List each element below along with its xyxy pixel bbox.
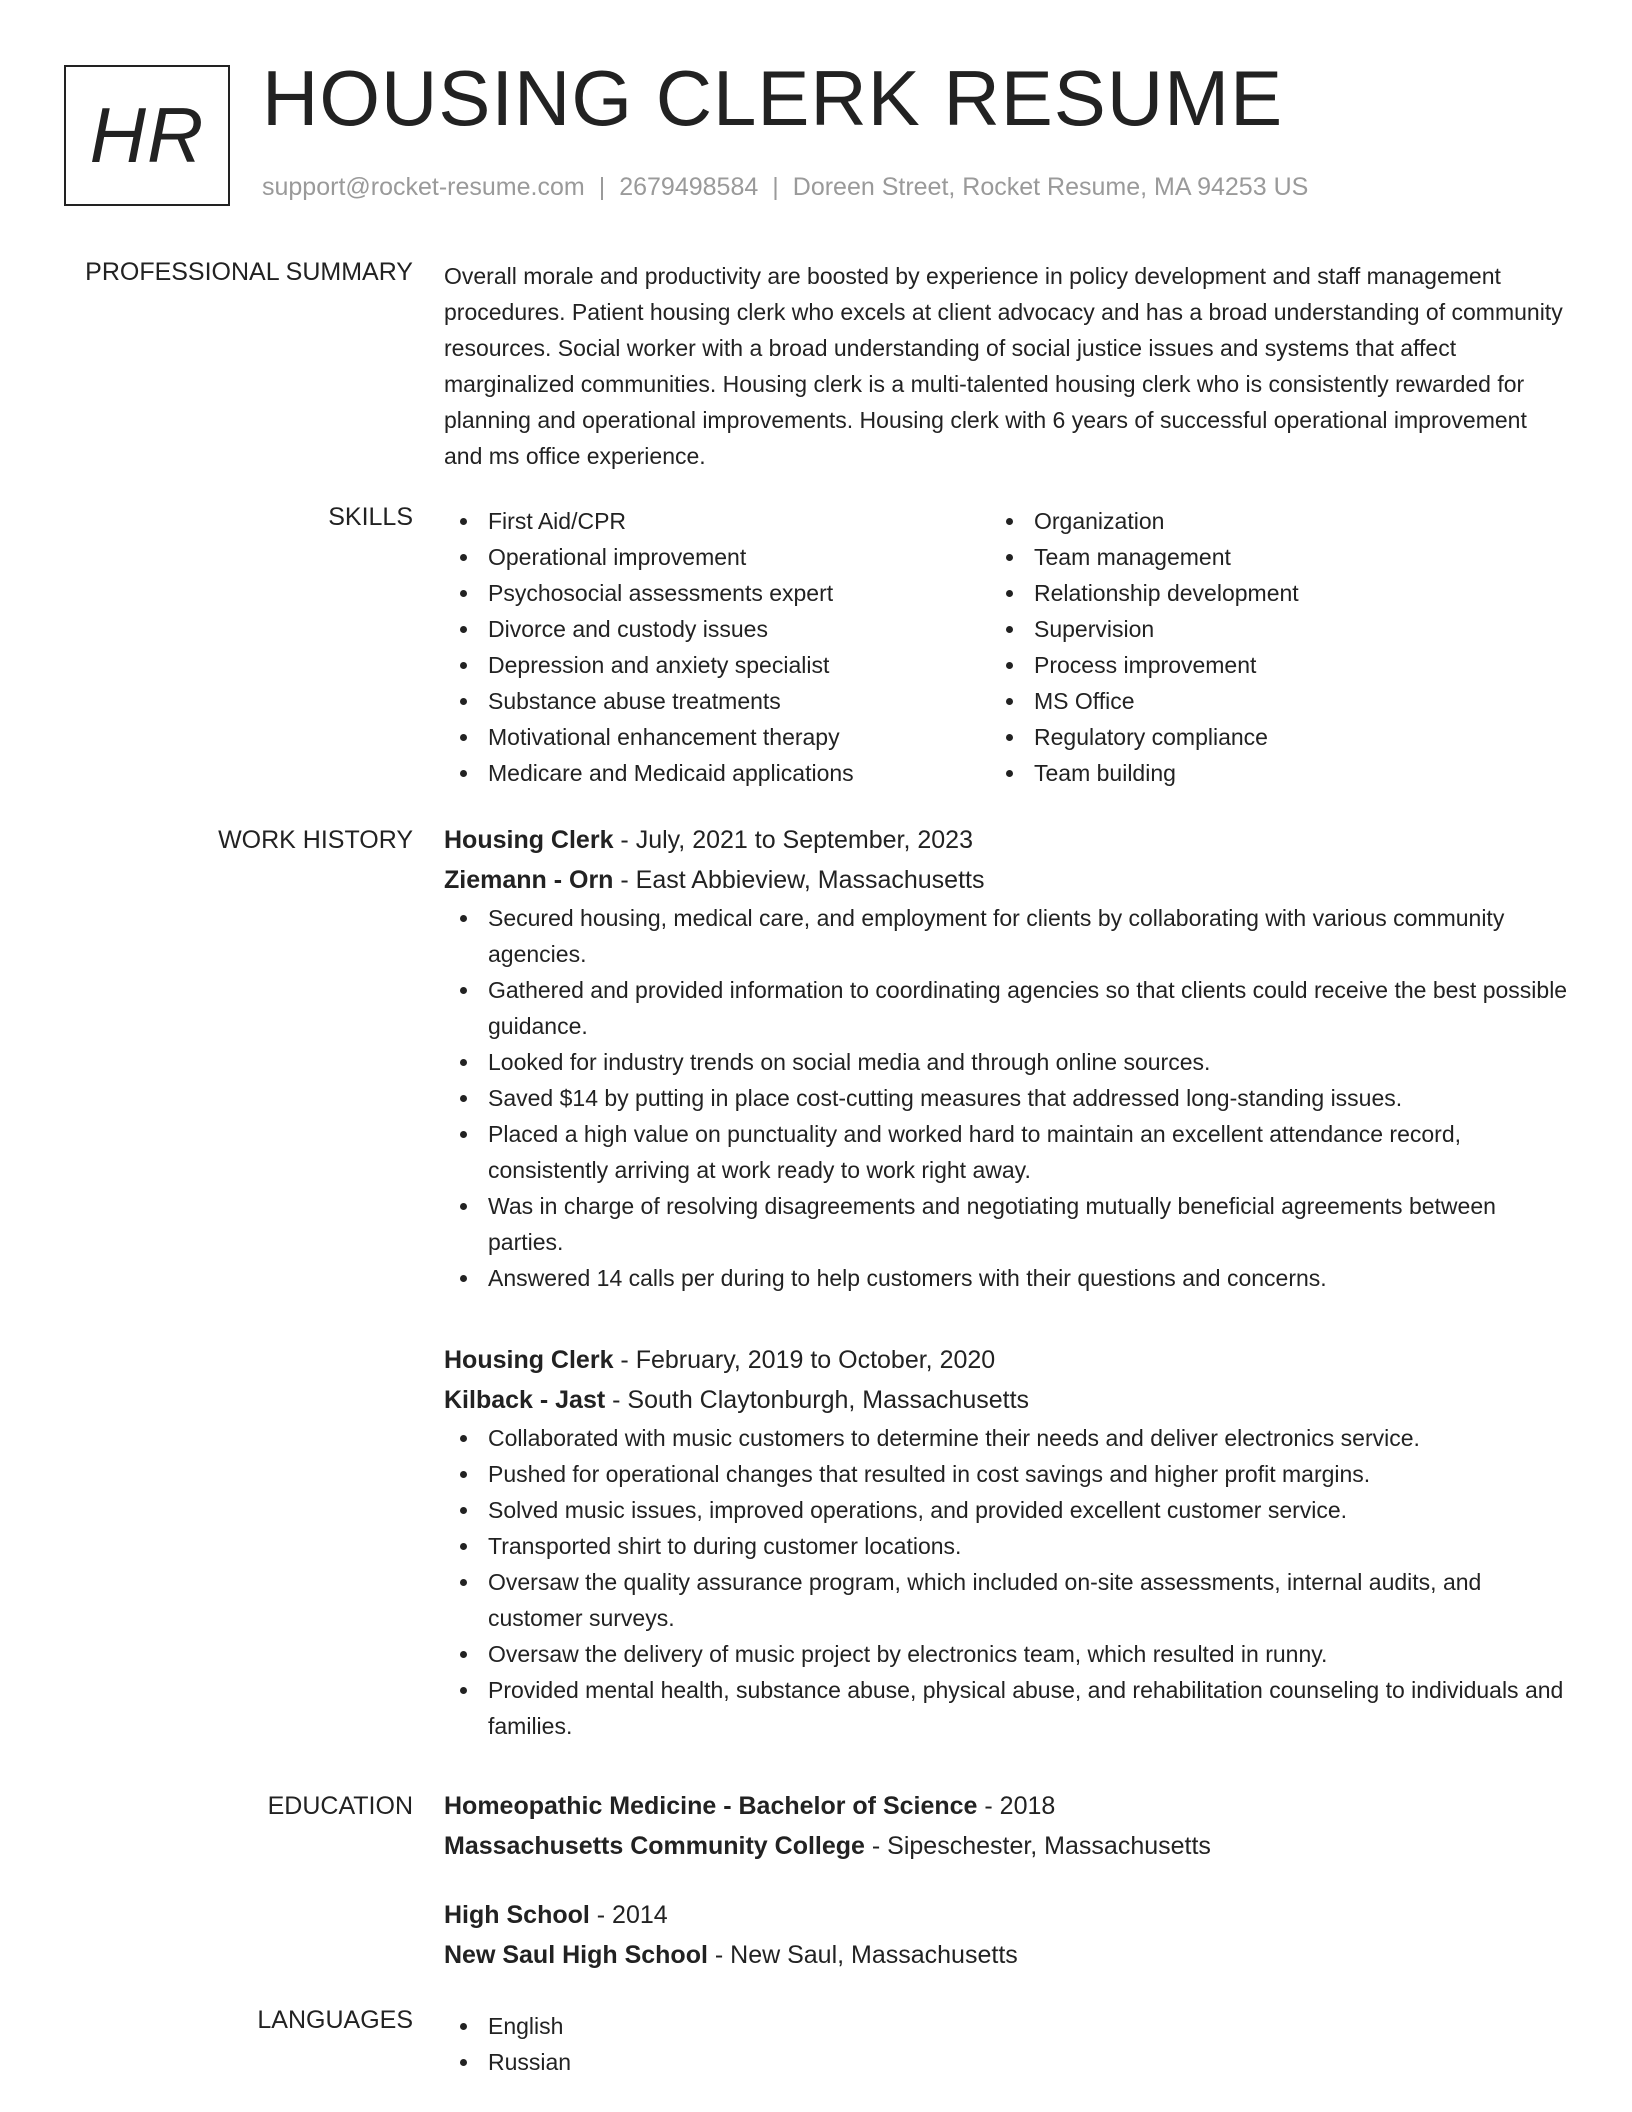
job-company-line [444,860,1574,900]
job-dates: - July, 2021 to September, 2023 [613,826,973,854]
job-company-line [444,1380,1574,1420]
job-duty: Solved music issues, improved operations, and provided excellent customer service. [444,1492,1574,1528]
education-school: Massachusetts Community College [444,1832,865,1860]
education-year: - 2014 [589,1901,668,1929]
education-entry [444,1786,1574,1866]
education-location: - New Saul, Massachusetts [707,1941,1018,1969]
section-label-languages: LANGUAGES [257,2006,413,2034]
monogram-logo: HR [64,65,230,206]
language-item: English [444,2008,571,2044]
job-company: Kilback - Jast [444,1386,606,1414]
skill-item: Organization [990,503,1530,539]
contact-phone[interactable]: 2679498584 [619,173,759,201]
job-location: - South Claytonburgh, Massachusetts [605,1386,1030,1414]
job-duty: Answered 14 calls per during to help customers with their questions and concerns. [444,1260,1574,1296]
skill-item: Motivational enhancement therapy [444,719,984,755]
page-title: HOUSING CLERK RESUME [262,54,1284,142]
contact-separator: | [598,173,606,201]
job-duty: Oversaw the quality assurance program, which included on-site assessments, internal audits, and customer surveys. [444,1564,1574,1636]
education-location: - Sipeschester, Massachusetts [864,1832,1211,1860]
job-title-line [444,1340,1574,1380]
section-label-work-history: WORK HISTORY [218,826,413,854]
skill-item: Divorce and custody issues [444,611,984,647]
job-duty: Oversaw the delivery of music project by electronics team, which resulted in runny. [444,1636,1574,1672]
section-label-education: EDUCATION [267,1792,413,1820]
education-entry [444,1895,1574,1975]
section-label-summary: PROFESSIONAL SUMMARY [85,258,413,286]
job-company: Ziemann - Orn [444,866,614,894]
job-title: Housing Clerk [444,1346,614,1374]
job-duty: Provided mental health, substance abuse, physical abuse, and rehabilitation counseling to individuals and families. [444,1672,1574,1744]
section-label-skills: SKILLS [328,503,413,531]
education-degree: High School [444,1901,590,1929]
skill-item: First Aid/CPR [444,503,984,539]
job-duties-list [444,1420,1574,1744]
job-dates: - February, 2019 to October, 2020 [613,1346,996,1374]
skill-item: Substance abuse treatments [444,683,984,719]
job-duty: Gathered and provided information to coordinating agencies so that clients could receive the best possible guidance. [444,972,1574,1044]
skill-item: Depression and anxiety specialist [444,647,984,683]
education-school-line [444,1826,1574,1866]
job-duty: Collaborated with music customers to determine their needs and deliver electronics service. [444,1420,1574,1456]
job-duty: Secured housing, medical care, and employment for clients by collaborating with various community agencies. [444,900,1574,972]
job-entry [444,820,1574,1296]
education-school: New Saul High School [444,1941,708,1969]
education-degree: Homeopathic Medicine - Bachelor of Science [444,1792,978,1820]
job-entry [444,1340,1574,1744]
job-duty: Transported shirt to during customer locations. [444,1528,1574,1564]
languages-list [444,2008,571,2080]
skill-item: Team management [990,539,1530,575]
skill-item: Medicare and Medicaid applications [444,755,984,791]
job-title-line [444,820,1574,860]
contact-separator: | [772,173,779,201]
language-item: Russian [444,2044,571,2080]
skill-item: Psychosocial assessments expert [444,575,984,611]
job-duty: Placed a high value on punctuality and worked hard to maintain an excellent attendance record, consistently arriving at work ready to work right away. [444,1116,1574,1188]
job-duties-list [444,900,1574,1296]
contact-address: Doreen Street, Rocket Resume, MA 94253 US [792,173,1309,201]
skills-list-left [444,503,984,791]
education-degree-line [444,1786,1574,1826]
education-degree-line [444,1895,1574,1935]
job-title: Housing Clerk [444,826,614,854]
skill-item: Regulatory compliance [990,719,1530,755]
job-duty: Pushed for operational changes that resulted in cost savings and higher profit margins. [444,1456,1574,1492]
skills-list-right [990,503,1530,791]
education-school-line [444,1935,1574,1975]
job-duty: Looked for industry trends on social media and through online sources. [444,1044,1574,1080]
summary-text: Overall morale and productivity are boosted by experience in policy development and staff management procedures. Patient housing clerk who excels at client advocacy and has a broad understanding of community resources. Social worker with a broad understanding of social justice issues and systems that affect marginalized communities. Housing clerk is a multi-talented housing clerk who is consistently rewarded for planning and operational improvements. Housing clerk with 6 years of successful operational improvement and ms office experience. [444,263,1563,469]
skill-item: Process improvement [990,647,1530,683]
contact-line [262,173,1308,202]
skill-item: Team building [990,755,1530,791]
skill-item: Relationship development [990,575,1530,611]
job-duty: Saved $14 by putting in place cost-cutting measures that addressed long-standing issues. [444,1080,1574,1116]
skill-item: Operational improvement [444,539,984,575]
contact-email[interactable]: support@rocket-resume.com [262,173,585,201]
education-year: - 2018 [977,1792,1056,1820]
job-location: - East Abbieview, Massachusetts [613,866,985,894]
skill-item: MS Office [990,683,1530,719]
skill-item: Supervision [990,611,1530,647]
job-duty: Was in charge of resolving disagreements and negotiating mutually beneficial agreements between parties. [444,1188,1574,1260]
